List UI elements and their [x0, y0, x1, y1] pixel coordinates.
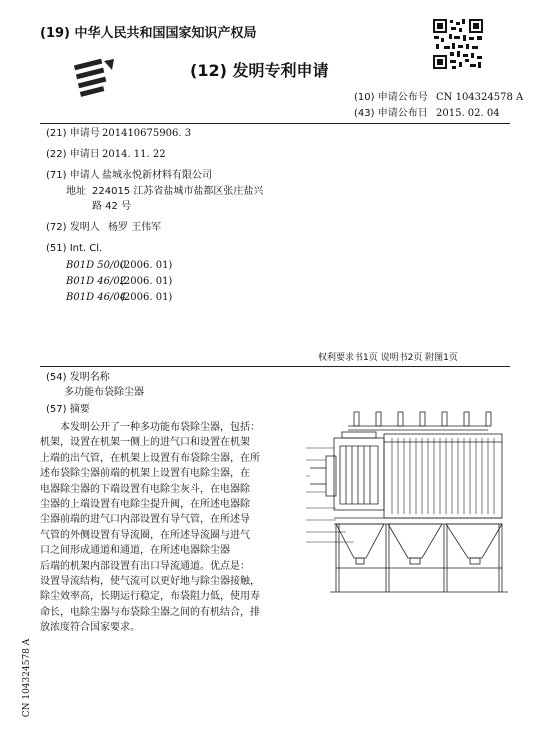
abstract-line: 放浓度符合国家要求。	[40, 622, 140, 634]
abstract-line: 上端的出气管，在机架上设置有布袋除尘器，在所	[40, 452, 260, 464]
address-line-2: 路 42 号	[92, 201, 132, 212]
classification-year: (2006. 01)	[120, 276, 173, 287]
abstract-text	[40, 420, 302, 636]
publication-date-label: (43) 申请公布日	[354, 108, 428, 119]
filing-date-label: (22) 申请日	[46, 149, 100, 160]
side-publication-code: CN 104324578 A	[22, 638, 32, 718]
abstract-line: 电器除尘器的下端设置有电除尘灰斗，在电器除	[40, 483, 250, 495]
abstract-line: 机架，设置在机架一侧上的进气口和设置在机架	[40, 437, 250, 449]
office-name: (19) 中华人民共和国国家知识产权局	[40, 26, 257, 41]
document-type: (12) 发明专利申请	[190, 61, 329, 80]
abstract-label: (57) 摘要	[46, 404, 90, 415]
inventors: 杨罗 王伟军	[108, 222, 162, 233]
classification-code: B01D 46/02	[66, 276, 127, 287]
header-divider	[40, 123, 510, 124]
abstract-line: 设置导流结构，使气流可以更好地与除尘器接触，	[40, 576, 260, 588]
title-label: (54) 发明名称	[46, 372, 110, 383]
address-line-1: 224015 江苏省盐城市盐都区张庄盐兴	[92, 186, 264, 197]
classification-year: (2006. 01)	[120, 260, 173, 271]
filing-date: 2014. 11. 22	[102, 149, 166, 160]
pages-info: 权利要求书1页 说明书2页 附图1页	[318, 353, 458, 363]
classification-code: B01D 50/00	[66, 260, 127, 271]
classification-code: B01D 46/04	[66, 292, 127, 303]
classification-year: (2006. 01)	[120, 292, 173, 303]
abstract-line: 尘器的上端设置有电除尘提升阀，在所述电器除	[40, 499, 250, 511]
application-number-label: (21) 申请号	[46, 128, 100, 139]
section-divider	[40, 366, 510, 367]
abstract-line: 本发明公开了一种多功能布袋除尘器，包括：	[60, 422, 260, 433]
qr-code	[432, 18, 484, 70]
application-number: 201410675906. 3	[102, 128, 192, 139]
publication-date: 2015. 02. 04	[436, 108, 500, 119]
address-label: 地址	[66, 186, 86, 197]
int-cl-label: (51) Int. Cl.	[46, 243, 103, 254]
inventor-label: (72) 发明人	[46, 222, 100, 233]
abstract-line: 后端的机架内部设置有出口导流通道。优点是：	[40, 560, 250, 572]
publication-number: CN 104324578 A	[436, 92, 524, 103]
abstract-line: 命长，电除尘器与布袋除尘器之间的有机结合，排	[40, 606, 260, 618]
office-emblem-icon	[72, 58, 116, 98]
abstract-line: 气管的外侧设置有导流圈，在所述导流圈与进气	[40, 529, 250, 541]
abstract-line: 除尘效率高，长期运行稳定，布袋阻力低，使用寿	[40, 591, 260, 603]
applicant-label: (71) 申请人	[46, 170, 100, 181]
applicant: 盐城永悦新材料有限公司	[102, 170, 212, 181]
invention-title: 多功能布袋除尘器	[64, 387, 144, 398]
abstract-line: 口之间形成通道和通道，在所述电器除尘器	[40, 545, 230, 557]
abstract-line: 述布袋除尘器前端的机架上设置有电除尘器，在	[40, 468, 250, 480]
publication-number-label: (10) 申请公布号	[354, 92, 428, 103]
dust-collector-drawing	[306, 408, 514, 596]
abstract-line: 尘器前端的进气口内部设置有导气管，在所述导	[40, 514, 250, 526]
